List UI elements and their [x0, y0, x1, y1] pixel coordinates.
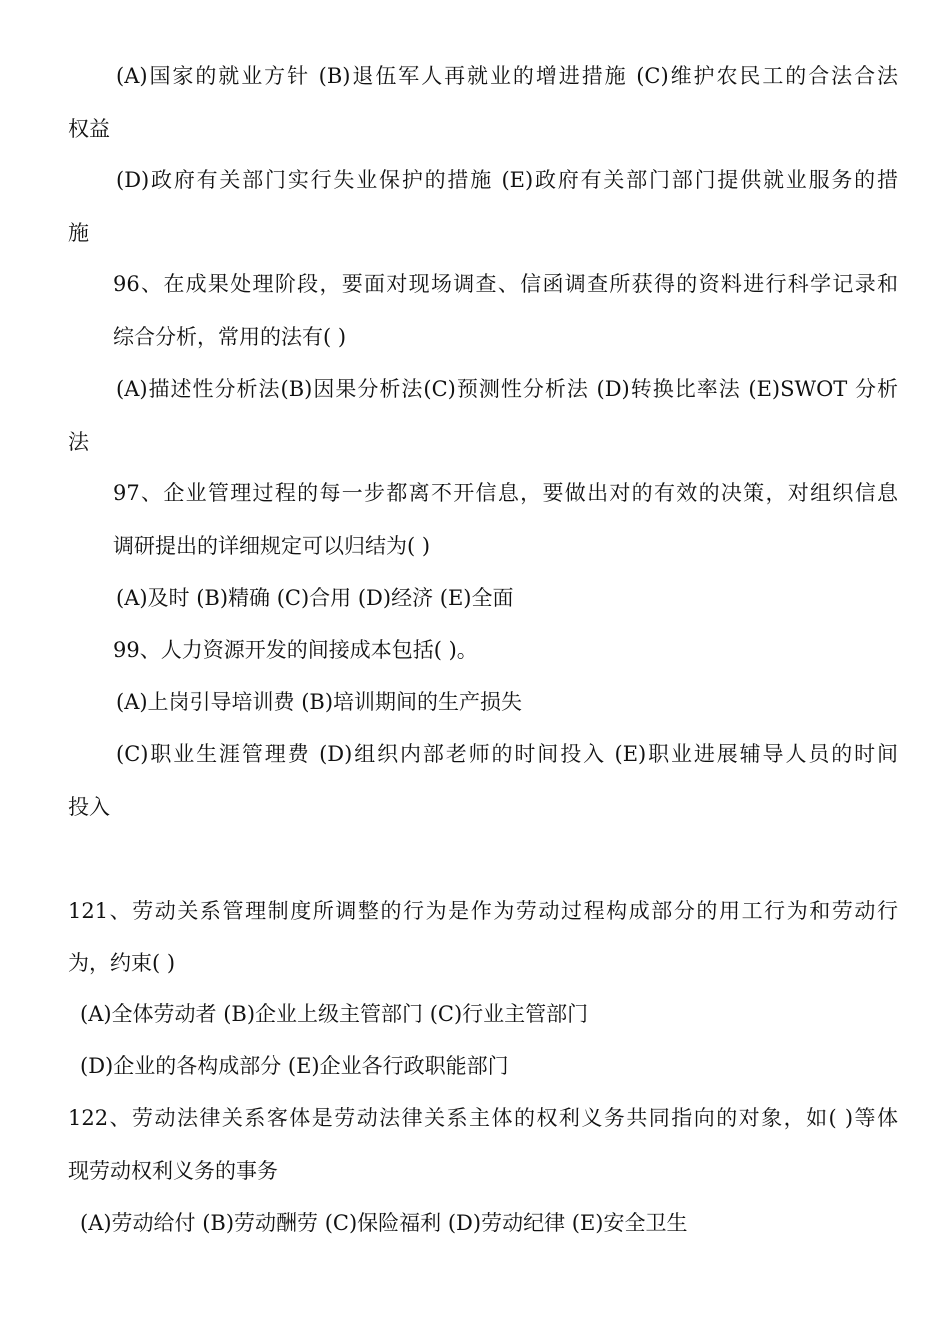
q96-option-line-2: 法	[68, 430, 89, 454]
q121-option-line-2: (D)企业的各构成部分 (E)企业各行政职能部门	[80, 1054, 509, 1078]
q95-option-line-1: (A)国家的就业方针 (B)退伍军人再就业的增进措施 (C)维护农民工的合法合法	[116, 64, 898, 88]
q97-question-line-2: 调研提出的详细规定可以归结为( )	[113, 534, 431, 558]
q122-options: (A)劳动给付 (B)劳动酬劳 (C)保险福利 (D)劳动纪律 (E)安全卫生	[80, 1211, 688, 1235]
q121-option-line-1: (A)全体劳动者 (B)企业上级主管部门 (C)行业主管部门	[80, 1002, 589, 1026]
q122-question-line-2: 现劳动权利义务的事务	[68, 1159, 278, 1183]
q121-question-line-2: 为，约束( )	[68, 951, 176, 975]
q97-options: (A)及时 (B)精确 (C)合用 (D)经济 (E)全面	[116, 586, 514, 610]
q95-option-line-3: (D)政府有关部门实行失业保护的措施 (E)政府有关部门部门提供就业服务的措	[116, 168, 898, 192]
q96-question-line-2: 综合分析，常用的法有( )	[113, 325, 347, 349]
q95-option-line-2: 权益	[68, 117, 110, 141]
q96-question-line-1: 96、在成果处理阶段，要面对现场调查、信函调查所获得的资料进行科学记录和	[113, 272, 898, 296]
q95-option-line-4: 施	[68, 221, 89, 245]
q122-question-line-1: 122、劳动法律关系客体是劳动法律关系主体的权利义务共同指向的对象，如( )等体	[68, 1106, 898, 1130]
q99-option-line-3: 投入	[68, 795, 110, 819]
q121-question-line-1: 121、劳动关系管理制度所调整的行为是作为劳动过程构成部分的用工行为和劳动行	[68, 899, 898, 923]
q99-option-line-1: (A)上岗引导培训费 (B)培训期间的生产损失	[116, 690, 523, 714]
q96-option-line-1: (A)描述性分析法(B)因果分析法(C)预测性分析法 (D)转换比率法 (E)SWOT 分析	[116, 377, 898, 401]
q99-option-line-2: (C)职业生涯管理费 (D)组织内部老师的时间投入 (E)职业进展辅导人员的时间	[116, 742, 898, 766]
q97-question-line-1: 97、企业管理过程的每一步都离不开信息，要做出对的有效的决策，对组织信息	[113, 481, 898, 505]
q99-question: 99、人力资源开发的间接成本包括( )。	[113, 638, 478, 662]
